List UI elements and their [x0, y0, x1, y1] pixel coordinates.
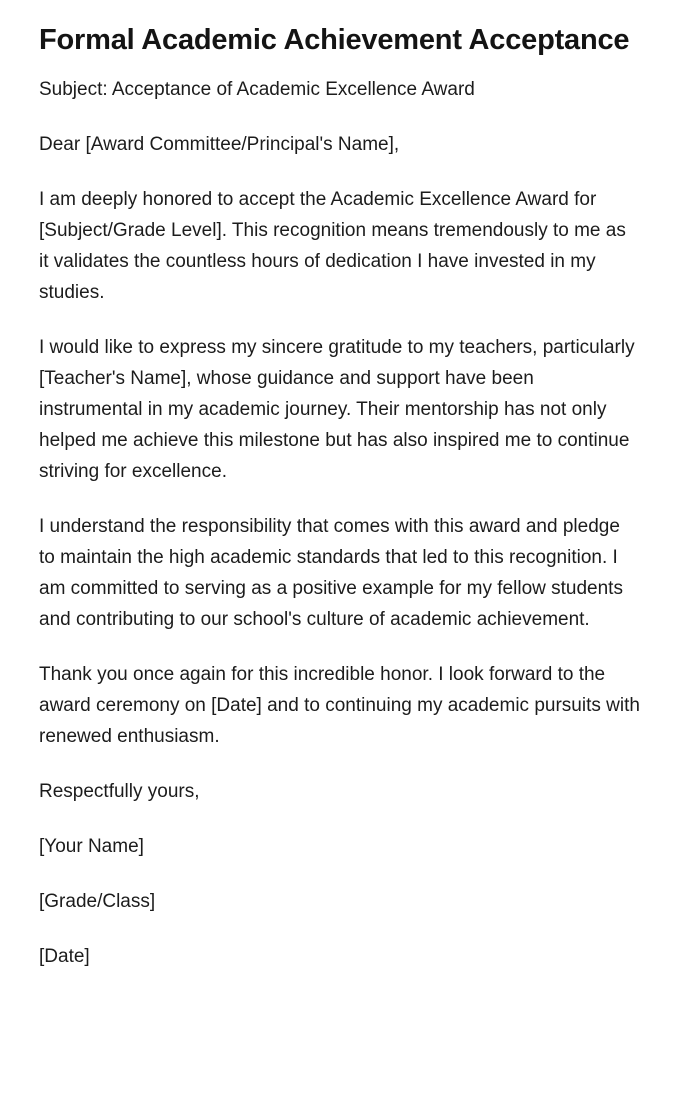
closing-salutation: Respectfully yours, [39, 781, 200, 803]
signature-name: [Your Name] [39, 836, 144, 858]
signature-grade: [Grade/Class] [39, 891, 156, 913]
body-paragraph-1: I am deeply honored to accept the Academic Excellence Award for [Subject/Grade Level]. This recognition means tremendously to me as it validates the countless hours of dedication I have invested in my studies. [39, 189, 626, 304]
body-paragraph-3: I understand the responsibility that comes with this award and pledge to maintain the high academic standards that led to this recognition. I am committed to serving as a positive example for my fellow students and contributing to our school's culture of academic achievement. [39, 516, 623, 631]
signature-date: [Date] [39, 946, 90, 968]
salutation: Dear [Award Committee/Principal's Name], [39, 134, 400, 156]
page-title: Formal Academic Achievement Acceptance [39, 24, 630, 56]
body-paragraph-2: I would like to express my sincere gratitude to my teachers, particularly [Teacher's Name], whose guidance and support have been instrumental in my academic journey. Their mentorship has not only helped me achieve this milestone but has also inspired me to continue striving for excellence. [39, 337, 635, 483]
subject-line: Subject: Acceptance of Academic Excellence Award [39, 79, 475, 101]
letter-body [39, 74, 640, 972]
body-paragraph-4: Thank you once again for this incredible honor. I look forward to the award ceremony on [Date] and to continuing my academic pursuits with renewed enthusiasm. [39, 664, 640, 748]
